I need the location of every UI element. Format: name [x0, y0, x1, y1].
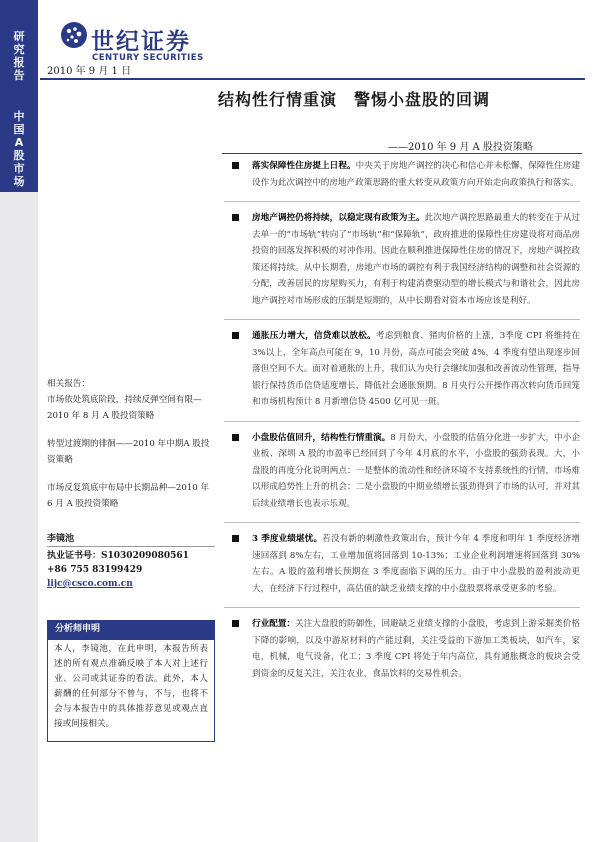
paragraph-body: 关注大盘股的防御性，回避缺乏业绩支撑的小盘股，考虑到上游采掘类价格下降的影响，以及中游原材料的产能过剩，关注受益的下游加工类板块，如汽车，家电，机械，电气设备，化工；3 季度 CPI 将处于年内高位，具有通胀概念的板块会受到资金的反复关注，关注农业，食品饮料的交易性机会。 [252, 619, 580, 679]
paragraph-body: 此次地产调控思路最重大的转变在于从过去单一的“市场轨”转向了“市场轨”和“保障轨”，政府推进的保障性住房建设将对商品房投资的回落发挥积极的对冲作用。因此在顺利推进保障性住房的情况下，房地产调控政策还将持续。从中长期看，房地产市场的调控有利于我国经济结构的调整和社会资源的分配，改善居民的房屋购买力，有利于构建消费驱动型的增长模式与和谐社会，因此房地产调控对市场形成的压制是短期的，从中长期看对资本市场应该是利好。 [252, 213, 580, 306]
declaration-text: 本人，李镜池，在此申明，本报告所表述的所有观点准确反映了本人对上述行业、公司或其证券的看法。此外，本人薪酬的任何部分不曾与，不与，也将不会与本报告中的具体推荐意见或观点直接或间接相关。 [47, 639, 215, 742]
report-subtitle: ——2010 年 9 月 A 股投资策略 [388, 142, 533, 153]
sidebar-label-char: 告 [13, 69, 25, 82]
paragraph-body: 若没有新的刺激性政策出台，预计今年 4 季度和明年 1 季度经济增速回落到 8%左右，工业增加值将回落到 10-13%；工业企业利润增速将回落到 30%左右。A 股的盈利增长预期在 3 季度面临下调的压力。由于中小盘股的盈利波动更大，在经济下行过程中，高估值的缺乏业绩支撑的中小盘股票将承受更多的考验。 [252, 534, 580, 594]
sidebar-block-market [0, 92, 38, 192]
bullet-square-icon [232, 214, 239, 221]
sidebar-label-char: 究 [13, 43, 25, 56]
related-report-link[interactable]: 市场反复筑底中布局中长期品种—2010 年 6 月 A 股投资策略 [47, 483, 210, 509]
paragraph-divider [224, 201, 580, 202]
sidebar-label-char: 研 [13, 30, 25, 43]
sidebar-label-research [10, 30, 28, 82]
related-heading: 相关报告： [47, 379, 90, 389]
related-report-link[interactable]: 转型过渡期的徘徊——2010 年中期A 股投资策略 [47, 439, 210, 465]
paragraph-4 [224, 430, 580, 513]
bullet-square-icon [232, 620, 239, 627]
paragraph-divider [224, 319, 580, 320]
sidebar-label-char: 场 [13, 175, 25, 188]
paragraph-divider [224, 522, 580, 523]
paragraph-2 [224, 210, 580, 309]
analyst-email-link[interactable]: lijc@csco.com.cn [47, 579, 133, 589]
sidebar-label-char: A [14, 136, 24, 149]
sidebar-label-char: 中 [13, 110, 25, 123]
sidebar-label-char: 报 [13, 56, 25, 69]
paragraph-lead: 房地产调控仍将持续，以稳定现有政策为主。 [252, 213, 425, 223]
cert-label: 执业证书号： [47, 551, 102, 561]
bullet-square-icon [232, 434, 239, 441]
paragraph-5 [224, 531, 580, 597]
sidebar-label-char: 股 [13, 149, 25, 162]
paragraph-lead: 小盘股估值回升，结构性行情重演。 [252, 432, 391, 443]
sidebar-label-char: 市 [13, 162, 25, 175]
paragraph-divider [224, 421, 580, 422]
paragraph-lead: 通胀压力增大，信贷难以放松。 [252, 331, 376, 341]
analyst-divider [47, 546, 215, 547]
paragraph-divider [224, 607, 580, 608]
paragraph-3 [224, 328, 580, 411]
sidebar-label-char: 国 [13, 123, 25, 136]
paragraph-body: 考虑到粮食、猪肉价格的上涨，3季度 CPI 将维持在 3%以上，全年高点可能在 9，10 月份，高点可能会突破 4%，4 季度有望出现逐步回落但空间不大。面对着通胀的上升，我们认为央行会继续加强和改善流动性管理，指导银行保持货币信贷适度增长，降低社会通胀预期。8 月央行公开操作再次转向货币回笼和市场机构预计 8 月新增信贷 4500 亿可见一斑。 [252, 331, 580, 407]
paragraph-body: 中央关于房地产调控的决心和信心并未松懈，保障性住房建设作为此次调控中的房地产政策思路的重大转变从政策方向开始走向政策执行和落实。 [252, 161, 580, 188]
header-divider [40, 78, 585, 80]
logo-name: 世纪证券 [91, 29, 191, 55]
paragraph-lead: 3 季度业绩堪忧。 [252, 534, 323, 544]
paragraph-6 [224, 616, 580, 682]
sidebar-block-research [0, 0, 38, 92]
logo-mark-icon [60, 21, 88, 49]
title-divider [222, 153, 582, 154]
main-content [224, 158, 580, 692]
cert-number: S1030209080561 [101, 551, 189, 561]
logo-subtitle: CENTURY SECURITIES [92, 53, 204, 63]
paragraph-body: 8 月份大，小盘股的估值分化进一步扩大，中小企业板、深圳 A 股的市盈率已经回到了今年 4月底的水平，小盘股的强劲表现。大，小盘股的再度分化说明两点：一是整体的流动性和经济环境不支持系统性的行情，市场难以形成趋势性上升的机会；二是小盘股的中期业绩增长强劲得到了市场的认可，并对其后续业绩增长也表示乐观。 [252, 432, 580, 509]
paragraph-lead: 行业配置： [252, 619, 296, 629]
report-title: 结构性行情重演 警惕小盘股的回调 [218, 90, 491, 109]
sidebar-label-market [10, 110, 28, 188]
analyst-phone: +86 755 83199429 [47, 565, 143, 575]
declaration-heading: 分析师申明 [47, 620, 215, 639]
bullet-square-icon [232, 162, 239, 169]
bullet-square-icon [232, 535, 239, 542]
bullet-square-icon [232, 332, 239, 339]
paragraph-lead: 落实保障性住房提上日程。 [252, 161, 356, 171]
related-report-link[interactable]: 市场依处筑底阶段，持续反弹空间有限—2010 年 8 月 A 股投资策略 [47, 395, 202, 421]
analyst-contact [47, 549, 215, 591]
report-date: 2010 年 9 月 1 日 [47, 66, 132, 77]
related-reports [47, 376, 215, 524]
paragraph-1 [224, 158, 580, 191]
analyst-name: 李镜池 [47, 534, 75, 544]
